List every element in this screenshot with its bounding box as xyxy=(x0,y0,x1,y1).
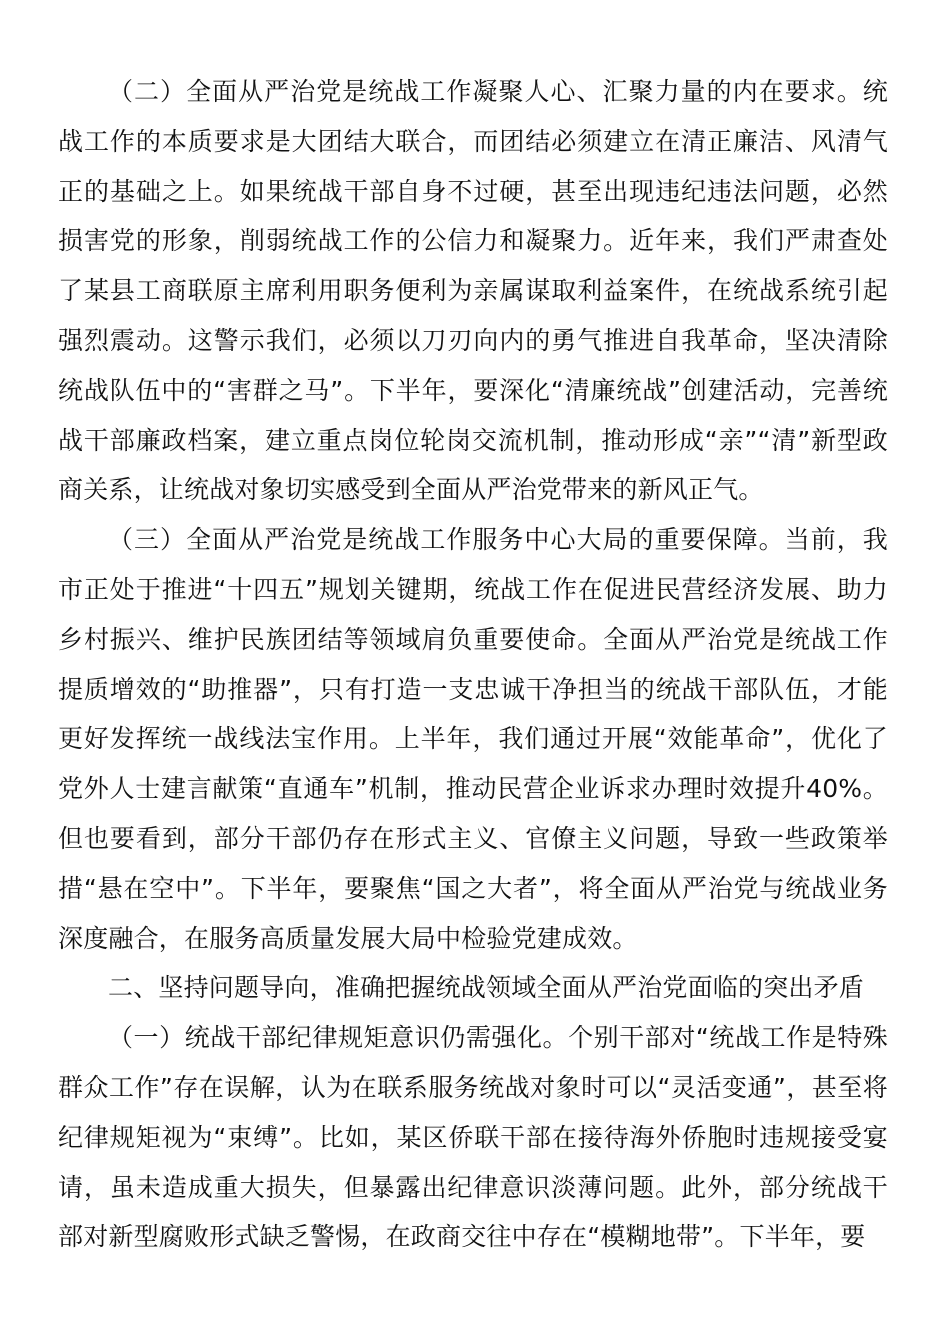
paragraph-section-3: （三）全面从严治党是统战工作服务中心大局的重要保障。当前，我市正处于推进“十四五”规划关键期，统战工作在促进民营经济发展、助力乡村振兴、维护民族团结等领域肩负重要使命。全面从严治党是统战工作提质增效的“助推器”，只有打造一支忠诚干净担当的统战干部队伍，才能更好发挥统一战线法宝作用。上半年，我们通过开展“效能革命”，优化了党外人士建言献策“直通车”机制，推动民营企业诉求办理时效提升40%。但也要看到，部分干部仍存在形式主义、官僚主义问题，导致一些政策举措“悬在空中”。下半年，要聚焦“国之大者”，将全面从严治党与统战业务深度融合，在服务高质量发展大局中检验党建成效。 xyxy=(58,525,888,953)
section-heading-2: 二、坚持问题导向，准确把握统战领域全面从严治党面临的突出矛盾 xyxy=(108,973,865,1003)
paragraph-section-2: （二）全面从严治党是统战工作凝聚人心、汇聚力量的内在要求。统战工作的本质要求是大团结大联合，而团结必须建立在清正廉洁、风清气正的基础之上。如果统战干部自身不过硬，甚至出现违纪违法问题，必然损害党的形象，削弱统战工作的公信力和凝聚力。近年来，我们严肃查处了某县工商联原主席利用职务便利为亲属谋取利益案件，在统战系统引起强烈震动。这警示我们，必须以刀刃向内的勇气推进自我革命，坚决清除统战队伍中的“害群之马”。下半年，要深化“清廉统战”创建活动，完善统战干部廉政档案，建立重点岗位轮岗交流机制，推动形成“亲”“清”新型政商关系，让统战对象切实感受到全面从严治党带来的新风正气。 xyxy=(58,77,888,505)
document-page xyxy=(58,67,888,1262)
paragraph-subsection-1: （一）统战干部纪律规矩意识仍需强化。个别干部对“统战工作是特殊群众工作”存在误解，认为在联系服务统战对象时可以“灵活变通”，甚至将纪律规矩视为“束缚”。比如，某区侨联干部在接待海外侨胞时违规接受宴请，虽未造成重大损失，但暴露出纪律意识淡薄问题。此外，部分统战干部对新型腐败形式缺乏警惕，在政商交往中存在“模糊地带”。下半年，要 xyxy=(58,1023,888,1252)
